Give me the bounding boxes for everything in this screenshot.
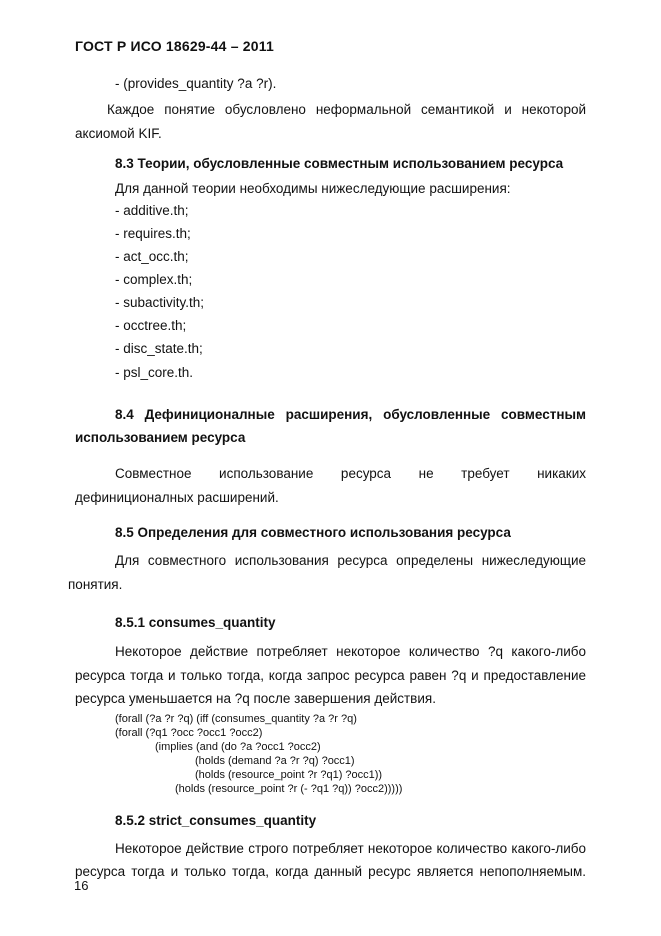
page-number: 16 xyxy=(74,878,89,893)
axiom-code-line: (holds (demand ?a ?r ?q) ?occ1) xyxy=(195,755,355,767)
section-8-5-2-heading: 8.5.2 strict_consumes_quantity xyxy=(115,813,317,828)
axiom-code-line: (holds (resource_point ?r (- ?q1 ?q)) ?occ2))))) xyxy=(175,783,403,795)
section-8-3-heading: 8.3 Теории, обусловленные совместным использованием ресурса xyxy=(115,156,564,171)
list-item: - occtree.th; xyxy=(115,318,187,333)
intro-paragraph-line-2: аксиомой KIF. xyxy=(75,126,162,141)
section-8-4-text-line-1: Совместное использование ресурса не требует никаких xyxy=(115,466,586,481)
intro-list-item: - (provides_quantity ?a ?r). xyxy=(115,76,277,91)
section-8-5-2-line-1: Некоторое действие строго потребляет некоторое количество какого-либо xyxy=(115,841,586,856)
list-item: - psl_core.th. xyxy=(115,365,194,380)
axiom-code-line: (holds (resource_point ?r ?q1) ?occ1)) xyxy=(195,769,383,781)
section-8-4-heading-line-1: 8.4 Дефиниционалные расширения, обусловленные совместным xyxy=(115,407,586,422)
section-8-5-heading: 8.5 Определения для совместного использования ресурса xyxy=(115,525,511,540)
list-item: - requires.th; xyxy=(115,226,191,241)
section-8-4-text-line-2: дефиниционалных расширений. xyxy=(75,490,279,505)
list-item: - additive.th; xyxy=(115,203,189,218)
list-item: - complex.th; xyxy=(115,272,193,287)
axiom-code-line: (forall (?a ?r ?q) (iff (consumes_quantity ?a ?r ?q) xyxy=(115,713,357,725)
intro-paragraph-line-1: Каждое понятие обусловлено неформальной семантикой и некоторой xyxy=(107,102,586,117)
section-8-5-1-line-1: Некоторое действие потребляет некоторое количество ?q какого-либо xyxy=(115,644,586,659)
section-8-5-text-line-2: понятия. xyxy=(68,577,123,592)
list-item: - subactivity.th; xyxy=(115,295,205,310)
section-8-5-1-line-3: ресурса уменьшается на ?q после завершения действия. xyxy=(75,691,436,706)
list-item: - disc_state.th; xyxy=(115,341,203,356)
section-8-5-1-heading: 8.5.1 consumes_quantity xyxy=(115,615,276,630)
document-header: ГОСТ Р ИСО 18629-44 – 2011 xyxy=(75,38,274,54)
list-item: - act_occ.th; xyxy=(115,249,189,264)
section-8-5-1-line-2: ресурса тогда и только тогда, когда запрос ресурса равен ?q и предоставление xyxy=(75,668,586,683)
section-8-5-text-line-1: Для совместного использования ресурса определены нижеследующие xyxy=(115,553,586,568)
section-8-3-text: Для данной теории необходимы нижеследующие расширения: xyxy=(115,181,511,196)
section-8-4-heading-line-2: использованием ресурса xyxy=(75,430,246,445)
axiom-code-line: (implies (and (do ?a ?occ1 ?occ2) xyxy=(155,741,321,753)
section-8-5-2-line-2: ресурса тогда и только тогда, когда данный ресурс является непополняемым. xyxy=(75,864,586,879)
axiom-code-line: (forall (?q1 ?occ ?occ1 ?occ2) xyxy=(115,727,263,739)
